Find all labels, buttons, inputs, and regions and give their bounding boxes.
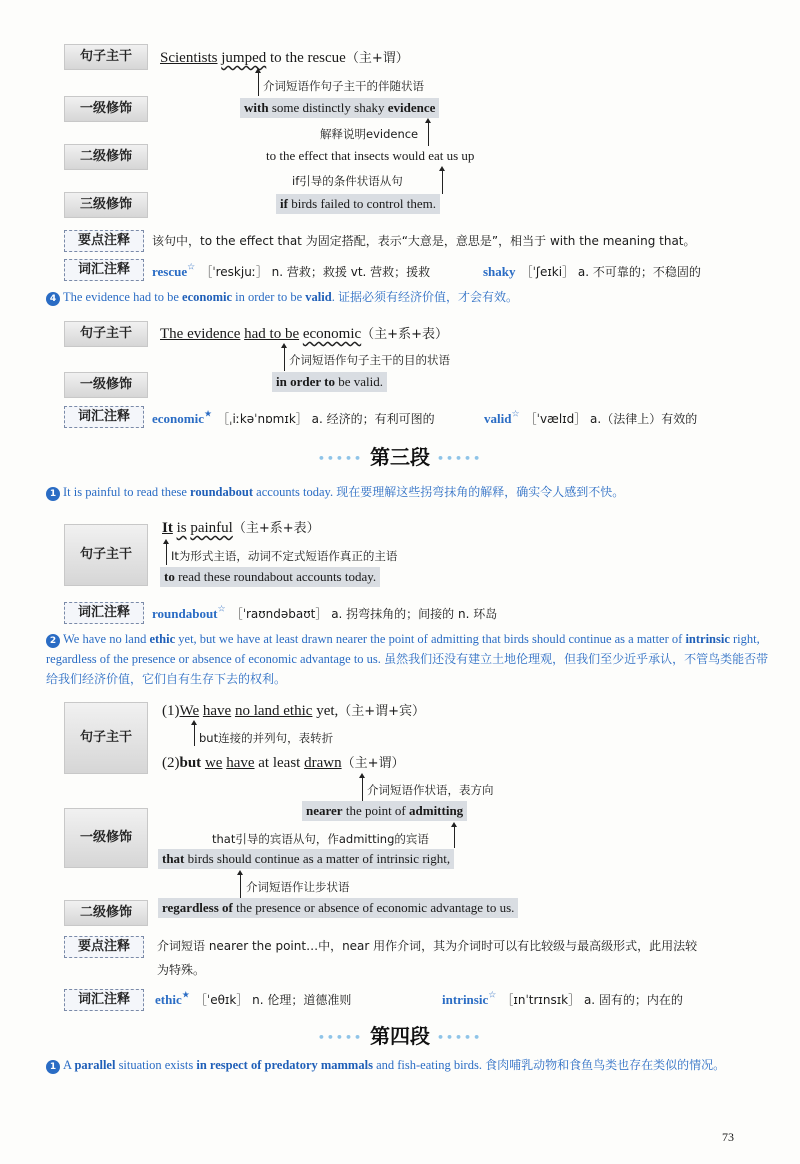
- text: be valid.: [334, 374, 383, 389]
- dots-decoration: •••••: [317, 1031, 364, 1044]
- label-l2: 二级修饰: [64, 900, 148, 926]
- structure: （主+系+表）: [232, 521, 320, 536]
- arrow-up: [240, 874, 241, 898]
- vocab-shaky: [483, 261, 701, 280]
- arrow-up: [454, 826, 455, 848]
- en: accounts today.: [253, 485, 334, 499]
- star-icon: ★: [181, 990, 190, 1001]
- sentence-main-3: [162, 517, 320, 537]
- rest: to the rescue: [270, 50, 346, 66]
- structure: （主+谓）: [341, 756, 405, 771]
- modifier-1: [240, 98, 439, 118]
- en-bold: intrinsic: [685, 632, 730, 646]
- section-heading: [0, 441, 800, 470]
- word: economic: [152, 411, 204, 426]
- en: yet, but we have at least drawn nearer the point of admitting that birds should continue as a matter of: [175, 632, 686, 646]
- num-badge: 4: [46, 292, 60, 306]
- label-vocab: 词汇注释: [64, 406, 144, 428]
- cn: 现在要理解这些拐弯抹角的解释，确实令人感到不快。: [336, 485, 625, 499]
- bracket-line: [194, 724, 195, 746]
- sentence-p4-1: [46, 1055, 770, 1075]
- sentence-main-4a: [162, 700, 425, 720]
- mid: at least: [254, 755, 305, 771]
- word: regardless of: [162, 900, 233, 915]
- sentence-main-2: [160, 323, 448, 343]
- note: 为特殊。: [157, 963, 206, 977]
- modifier-1: [160, 567, 380, 587]
- label-l2: 二级修饰: [64, 144, 148, 170]
- word: evidence: [387, 100, 436, 115]
- caption: that引导的宾语从句，作admitting的宾语: [212, 832, 429, 846]
- label-l1: 一级修饰: [64, 808, 148, 868]
- star-icon: ☆: [488, 990, 497, 1001]
- label-main: 句子主干: [64, 702, 148, 774]
- word: roundabout: [152, 606, 218, 621]
- word: intrinsic: [442, 992, 489, 1007]
- modifier-2: to the effect that insects would eat us up: [266, 148, 475, 163]
- en: .: [331, 290, 335, 304]
- en: situation exists: [115, 1058, 197, 1072]
- word: with: [244, 100, 269, 115]
- text: some distinctly shaky: [268, 100, 388, 115]
- verb: is: [176, 520, 187, 536]
- text: birds should continue as a matter of intrinsic right,: [184, 851, 451, 866]
- cn: 食肉哺乳动物和食鱼鸟类也存在类似的情况。: [485, 1058, 726, 1072]
- en-bold: valid: [305, 290, 332, 304]
- word: shaky: [483, 264, 516, 279]
- predicate: painful: [190, 520, 233, 536]
- modifier-3: [276, 194, 440, 214]
- word: admitting: [409, 803, 464, 818]
- label-main: 句子主干: [64, 44, 148, 70]
- note: 介词短语 nearer the point…中，near 用作介词，其为介词时可以有比较级与最高级形式，此用法较: [157, 939, 698, 953]
- heading-text: 第四段: [370, 1024, 430, 1048]
- dots-decoration: •••••: [436, 452, 483, 465]
- note: 该句中，to the effect that 为固定搭配，表示“大意是，意思是”，相当于 with the meaning that。: [152, 234, 696, 248]
- def: ［ɪnˈtrɪnsɪk］ a. 固有的；内在的: [501, 993, 683, 1007]
- caption: 介词短语作让步状语: [246, 880, 350, 894]
- word: that: [162, 851, 185, 866]
- predicate: economic: [302, 326, 362, 342]
- object: no land ethic: [234, 703, 313, 719]
- verb: have: [226, 755, 255, 771]
- structure: （主+系+表）: [361, 327, 448, 342]
- label-l3: 三级修饰: [64, 192, 148, 218]
- star-icon: ★: [203, 409, 213, 420]
- caption: 介词短语作句子主干的伴随状语: [263, 79, 424, 93]
- word: valid: [484, 411, 512, 426]
- sentence-p3-1: [46, 482, 770, 502]
- en: It is painful to read these: [63, 485, 191, 499]
- label-vocab: 词汇注释: [64, 989, 144, 1011]
- arrow-up: [362, 777, 363, 801]
- page-number: 73: [722, 1130, 734, 1144]
- modifier-1: [302, 801, 467, 821]
- modifier-1: [272, 372, 387, 392]
- star-icon: ☆: [511, 409, 520, 420]
- word: ethic: [155, 992, 182, 1007]
- dots-decoration: •••••: [317, 452, 364, 465]
- text: birds failed to control them.: [287, 196, 436, 211]
- label-l1: 一级修饰: [64, 96, 148, 122]
- def: ［ˈeθɪk］ n. 伦理；道德准则: [194, 993, 352, 1007]
- caption: 介词短语作句子主干的目的状语: [289, 353, 450, 367]
- structure: （主+谓+宾）: [338, 704, 426, 719]
- sentence-main-1: [160, 47, 409, 67]
- def: ［ˌiːkəˈnɒmɪk］ a. 经济的；有利可图的: [217, 412, 435, 426]
- caption: but连接的并列句，表转折: [199, 731, 334, 745]
- text: read these roundabout accounts today.: [174, 569, 377, 584]
- section-heading: [0, 1020, 800, 1049]
- en: We have no land: [63, 632, 150, 646]
- text: the point of: [342, 803, 410, 818]
- subject: It: [162, 520, 173, 536]
- def: ［ˈvælɪd］ a.（法律上）有效的: [524, 412, 698, 426]
- caption: 解释说明evidence: [320, 127, 419, 141]
- en-bold: in respect of predatory mammals: [196, 1058, 373, 1072]
- en: A: [63, 1058, 75, 1072]
- en-bold: parallel: [74, 1058, 116, 1072]
- label-l1: 一级修饰: [64, 372, 148, 398]
- num-badge: 1: [46, 487, 60, 501]
- vocab-valid: [484, 408, 697, 427]
- label-key: 要点注释: [64, 230, 144, 252]
- rest: yet,: [312, 703, 339, 719]
- vocab-intrinsic: [442, 989, 683, 1008]
- word: nearer: [306, 803, 343, 818]
- verb: had to be: [244, 326, 300, 342]
- def: ［ˈraʊndəbaʊt］ a. 拐弯抹角的；间接的 n. 环岛: [230, 607, 498, 621]
- structure: （主+谓）: [345, 51, 409, 66]
- subject: we: [204, 755, 223, 771]
- arrow-up: [284, 347, 285, 371]
- text: the presence or absence of economic advantage to us.: [232, 900, 515, 915]
- subject: We: [179, 703, 200, 719]
- arrow-up: [428, 122, 429, 146]
- modifier-2: [158, 898, 518, 918]
- vocab-rescue: [152, 261, 430, 280]
- verb: jumped: [221, 50, 267, 66]
- caption: 介词短语作状语，表方向: [367, 783, 494, 797]
- word: in order to: [276, 374, 335, 389]
- verb: drawn: [304, 755, 342, 771]
- subject: Scientists: [160, 50, 218, 66]
- en: The evidence had to be: [63, 290, 183, 304]
- conj: but: [179, 755, 202, 771]
- num-badge: 1: [46, 1060, 60, 1074]
- sentence-4: [46, 287, 770, 307]
- num-badge: 2: [46, 634, 60, 648]
- en-bold: ethic: [149, 632, 176, 646]
- word: to: [164, 569, 175, 584]
- def: ［ˈʃeɪki］ a. 不可靠的；不稳固的: [520, 265, 701, 279]
- label-main: 句子主干: [64, 524, 148, 586]
- star-icon: ☆: [187, 262, 196, 273]
- label-key: 要点注释: [64, 936, 144, 958]
- num: (1): [162, 703, 180, 719]
- num: (2): [162, 755, 180, 771]
- dots-decoration: •••••: [436, 1031, 483, 1044]
- en: in order to be: [232, 290, 306, 304]
- subject: The evidence: [160, 326, 241, 342]
- star-icon: ☆: [217, 604, 226, 615]
- label-vocab: 词汇注释: [64, 259, 144, 281]
- caption: if引导的条件状语从句: [292, 174, 403, 188]
- sentence-main-4b: [162, 752, 405, 772]
- cn: 虽然我们还没有建立土地伦理观，但我们至少近乎承认，不管鸟类能否带给我们经济价值，它们自有生存下去的权利。: [46, 652, 769, 686]
- vocab-roundabout: [152, 603, 497, 622]
- def: ［ˈreskjuː］ n. 营救；救援 vt. 营救；援救: [200, 265, 431, 279]
- arrow-up: [258, 72, 259, 96]
- verb: have: [202, 703, 232, 719]
- heading-text: 第三段: [370, 445, 430, 469]
- label-vocab: 词汇注释: [64, 602, 144, 624]
- word: if: [280, 196, 288, 211]
- sentence-p3-2: [46, 629, 770, 689]
- arrow-up: [166, 543, 167, 565]
- word: rescue: [152, 264, 188, 279]
- en: and fish-eating birds.: [372, 1058, 482, 1072]
- vocab-economic: [152, 408, 435, 427]
- en: right, regardless of the presence or absence of economic advantage to us.: [46, 632, 760, 666]
- arrow-up: [442, 170, 443, 194]
- label-main: 句子主干: [64, 321, 148, 347]
- vocab-ethic: [155, 989, 351, 1008]
- en-bold: roundabout: [190, 485, 254, 499]
- en-bold: economic: [182, 290, 233, 304]
- caption: It为形式主语，动词不定式短语作真正的主语: [171, 549, 398, 563]
- modifier-1b: [158, 849, 454, 869]
- cn: 证据必须有经济价值，才会有效。: [337, 290, 518, 304]
